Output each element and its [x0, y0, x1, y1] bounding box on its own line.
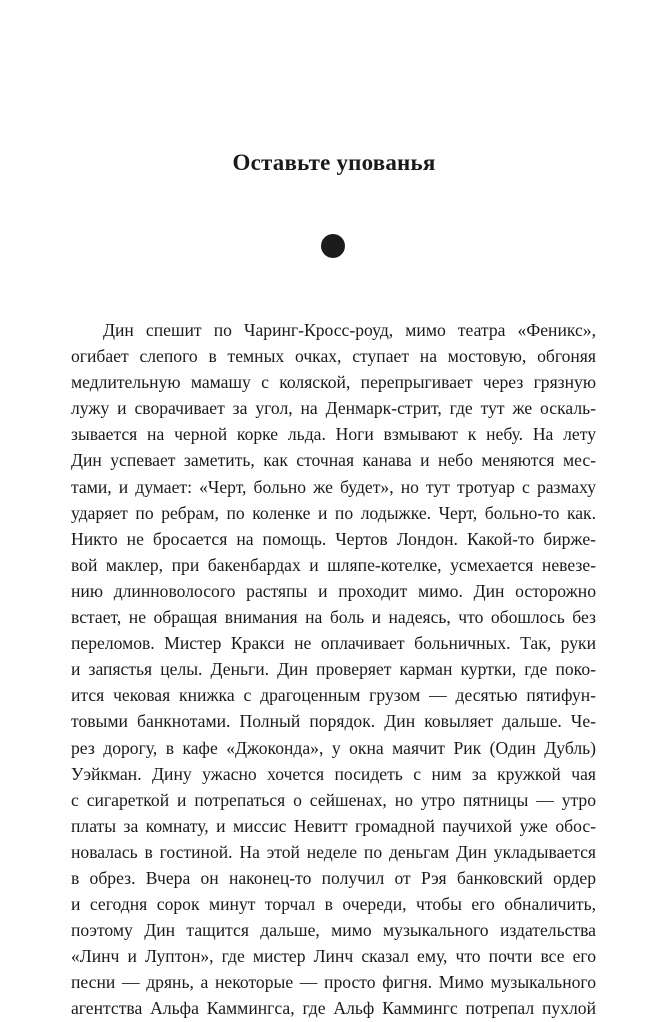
- text-line: «Линч и Луптон», где мистер Линч сказал ему, что почти все его: [71, 946, 596, 967]
- text-line: Никто не бросается на помощь. Чертов Лондон. Какой-то бирже-: [71, 528, 596, 549]
- text-line: и запястья целы. Деньги. Дин проверяет карман куртки, где поко-: [71, 659, 596, 680]
- text-line: лужу и сворачивает за угол, на Денмарк-стрит, где тут же оскаль-: [71, 398, 596, 419]
- chapter-title: Оставьте упованья: [232, 150, 436, 175]
- text-line: Дин успевает заметить, как сточная канава и небо меняются мес-: [71, 450, 596, 471]
- filled-circle-icon: [321, 234, 345, 258]
- text-line: переломов. Мистер Кракси не оплачивает больничных. Так, руки: [71, 633, 596, 654]
- text-line: и сегодня сорок минут торчал в очереди, чтобы его обналичить,: [71, 894, 596, 915]
- text-line: Уэйкман. Дину ужасно хочется посидеть с ним за кружкой чая: [71, 763, 596, 784]
- text-line: поэтому Дин тащится дальше, мимо музыкального издательства: [71, 920, 596, 941]
- text-line: платы за комнату, и миссис Невитт громадной паучихой уже обос-: [71, 815, 596, 836]
- text-line: Дин спешит по Чаринг-Кросс-роуд, мимо театра «Феникс»,: [103, 320, 596, 340]
- text-line: встает, не обращая внимания на боль и надеясь, что обошлось без: [71, 607, 596, 628]
- text-line: в обрез. Вчера он наконец-то получил от Рэя банковский ордер: [71, 867, 596, 888]
- text-line: медлительную мамашу с коляской, перепрыгивает через грязную: [71, 372, 596, 393]
- text-line: огибает слепого в темных очках, ступает на мостовую, обгоняя: [71, 346, 596, 367]
- text-line: новалась в гостиной. На этой неделе по деньгам Дин укладывается: [71, 841, 596, 862]
- text-line: тами, и думает: «Черт, больно же будет», но тут тротуар с размаху: [71, 476, 596, 497]
- text-line: нию длинноволосого растяпы и проходит мимо. Дин осторожно: [71, 580, 596, 601]
- text-line: песни — дрянь, а некоторые — просто фигня. Мимо музыкального: [71, 972, 596, 993]
- text-line: ится чековая книжка с драгоценным грузом — десятью пятифун-: [71, 685, 596, 706]
- text-line: ударяет по ребрам, по коленке и по лодыжке. Черт, больно-то как.: [71, 502, 596, 523]
- chapter-body-text: [71, 317, 596, 1022]
- text-line: рез дорогу, в кафе «Джоконда», у окна маячит Рик (Один Дубль): [71, 737, 596, 758]
- text-line: вой маклер, при бакенбардах и шляпе-котелке, усмехается невезе-: [71, 554, 596, 575]
- text-line: зывается на черной корке льда. Ноги взмывают к небу. На лету: [71, 424, 596, 445]
- text-line: с сигареткой и потрепаться о сейшенах, но утро пятницы — утро: [71, 789, 596, 810]
- text-line: агентства Альфа Каммингса, где Альф Каммингс потрепал пухлой: [71, 998, 596, 1019]
- text-line: товыми банкнотами. Полный порядок. Дин ковыляет дальше. Че-: [71, 711, 596, 732]
